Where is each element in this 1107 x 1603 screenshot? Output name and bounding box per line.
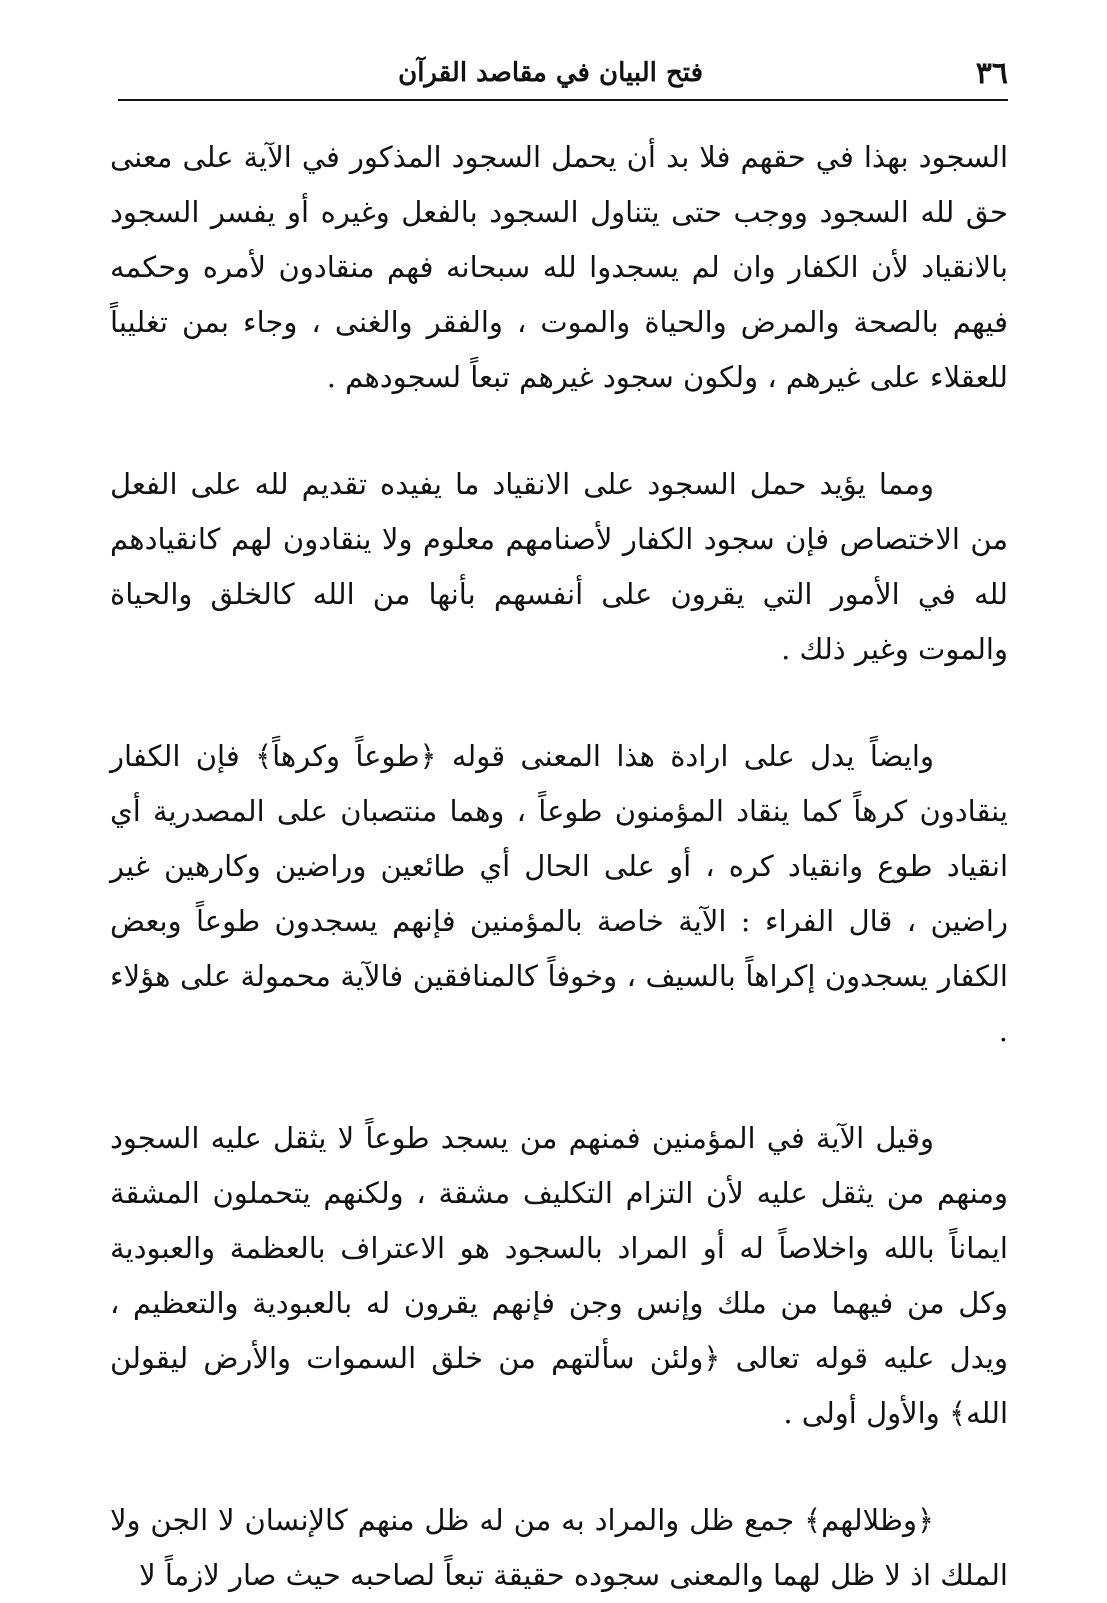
header-divider bbox=[118, 99, 1008, 101]
page-number: ٣٦ bbox=[975, 56, 1008, 91]
body-text bbox=[110, 130, 1008, 1603]
paragraph-gap bbox=[110, 1059, 1008, 1111]
paragraph: السجود بهذا في حقهم فلا بد أن يحمل السجود المذكور في الآية على معنى حق لله السجود ووجب حتى يتناول السجود بالفعل وغيره أو يفسر السجود بالانقياد لأن الكفار وان لم يسجدوا لله سبحانه فهم منقادون لأمره وحكمه فيهم بالصحة والمرض والحياة والموت ، والفقر والغنى ، وجاء بمن تغليباً للعقلاء على غيرهم ، ولكون سجود غيرهم تبعاً لسجودهم . bbox=[110, 140, 1008, 394]
paragraph-gap bbox=[110, 405, 1008, 457]
paragraph: وايضاً يدل على ارادة هذا المعنى قوله ﴿طوعاً وكرهاً﴾ فإن الكفار ينقادون كرهاً كما ينقاد المؤمنون طوعاً ، وهما منتصبان على المصدرية أي انقياد طوع وانقياد كره ، أو على الحال أي طائعين وراضين وكارهين غير راضين ، قال الفراء : الآية خاصة بالمؤمنين فإنهم يسجدون طوعاً وبعض الكفار يسجدون إكراهاً بالسيف ، وخوفاً كالمنافقين فالآية محمولة على هؤلاء . bbox=[110, 739, 1008, 1048]
paragraph-gap bbox=[110, 677, 1008, 729]
paragraph: وقيل الآية في المؤمنين فمنهم من يسجد طوعاً لا يثقل عليه السجود ومنهم من يثقل عليه لأن التزام التكليف مشقة ، ولكنهم يتحملون المشقة ايماناً بالله واخلاصاً له أو المراد بالسجود هو الاعتراف بالعظمة والعبودية وكل من فيهما من ملك وإنس وجن فإنهم يقرون له بالعبودية والتعظيم ، ويدل عليه قوله تعالى ﴿ولئن سألتهم من خلق السموات والأرض ليقولن الله﴾ والأول أولى . bbox=[110, 1121, 1008, 1430]
running-title: فتح البيان في مقاصد القرآن bbox=[398, 58, 703, 88]
page-header bbox=[118, 50, 1008, 100]
paragraph-gap bbox=[110, 1441, 1008, 1493]
paragraph: ومما يؤيد حمل السجود على الانقياد ما يفيده تقديم لله على الفعل من الاختصاص فإن سجود الكفار لأصنامهم معلوم ولا ينقادون لهم كانقيادهم لله في الأمور التي يقرون على أنفسهم بأنها من الله كالخلق والحياة والموت وغير ذلك . bbox=[110, 467, 1008, 666]
paragraph: ﴿وظلالهم﴾ جمع ظل والمراد به من له ظل منهم كالإنسان لا الجن ولا الملك اذ لا ظل لهما والمعنى سجوده حقيقة تبعاً لصاحبه حيث صار لازماً لا bbox=[110, 1503, 1008, 1592]
